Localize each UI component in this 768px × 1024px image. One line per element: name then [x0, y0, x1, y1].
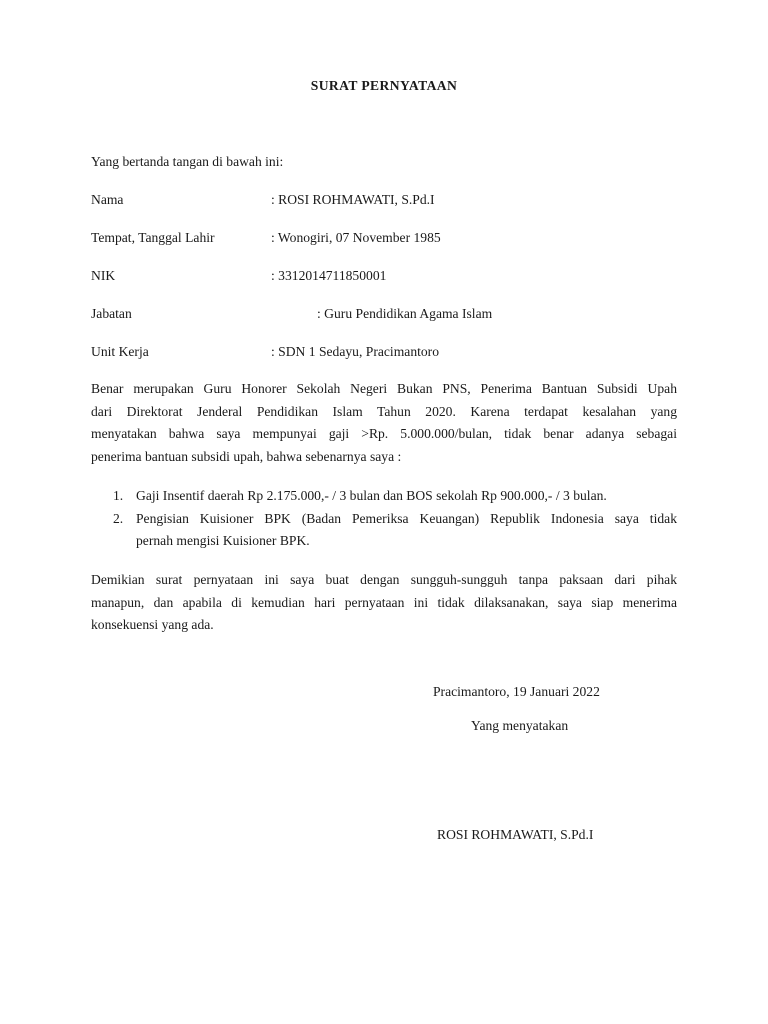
field-value-jabatan: : Guru Pendidikan Agama Islam — [317, 306, 493, 321]
field-value-ttl: : Wonogiri, 07 November 1985 — [271, 230, 441, 245]
body-line: Benar merupakan Guru Honorer Sekolah Negeri Bukan PNS, Penerima Bantuan Subsidi Upah — [91, 381, 677, 396]
field-value-unit-kerja: : SDN 1 Sedayu, Pracimantoro — [271, 344, 440, 359]
field-label-unit-kerja: Unit Kerja — [91, 344, 149, 359]
signature-role: Yang menyatakan — [471, 718, 569, 733]
closing-line: manapun, dan apabila di kemudian hari pernyataan ini tidak dilaksanakan, saya siap menerima — [91, 594, 677, 610]
field-label-jabatan: Jabatan — [91, 306, 132, 321]
body-line: dari Direktorat Jenderal Pendidikan Islam Tahun 2020. Karena terdapat kesalahan yang — [91, 403, 677, 419]
field-value-nik: : 3312014711850001 — [271, 268, 387, 283]
field-label-nik: NIK — [91, 268, 116, 283]
field-label-nama: Nama — [91, 192, 124, 207]
closing-line: konsekuensi yang ada. — [91, 617, 214, 632]
statement-list — [91, 485, 677, 553]
list-number: 1. — [113, 488, 124, 503]
list-item — [91, 508, 677, 553]
body-paragraph — [91, 378, 677, 468]
list-item — [91, 485, 677, 508]
closing-line: Demikian surat pernyataan ini saya buat dengan sungguh-sungguh tanpa paksaan dari pihak — [91, 572, 677, 587]
document-title: SURAT PERNYATAAN — [310, 78, 458, 93]
intro-text: Yang bertanda tangan di bawah ini: — [91, 154, 284, 169]
signature-name: ROSI ROHMAWATI, S.Pd.I — [437, 827, 594, 842]
field-label-ttl: Tempat, Tanggal Lahir — [91, 230, 215, 245]
closing-paragraph — [91, 569, 677, 637]
list-text: pernah mengisi Kuisioner BPK. — [136, 533, 310, 548]
field-value-nama: : ROSI ROHMAWATI, S.Pd.I — [271, 192, 435, 207]
signature-place-date: Pracimantoro, 19 Januari 2022 — [433, 684, 600, 699]
body-line: penerima bantuan subsidi upah, bahwa sebenarnya saya : — [91, 448, 402, 464]
list-text: Gaji Insentif daerah Rp 2.175.000,- / 3 bulan dan BOS sekolah Rp 900.000,- / 3 bulan. — [136, 488, 607, 503]
list-number: 2. — [113, 510, 124, 526]
body-line: menyatakan bahwa saya mempunyai gaji >Rp. 5.000.000/bulan, tidak benar adanya sebagai — [91, 426, 677, 441]
list-text: Pengisian Kuisioner BPK (Badan Pemeriksa Keuangan) Republik Indonesia saya tidak — [136, 510, 677, 526]
